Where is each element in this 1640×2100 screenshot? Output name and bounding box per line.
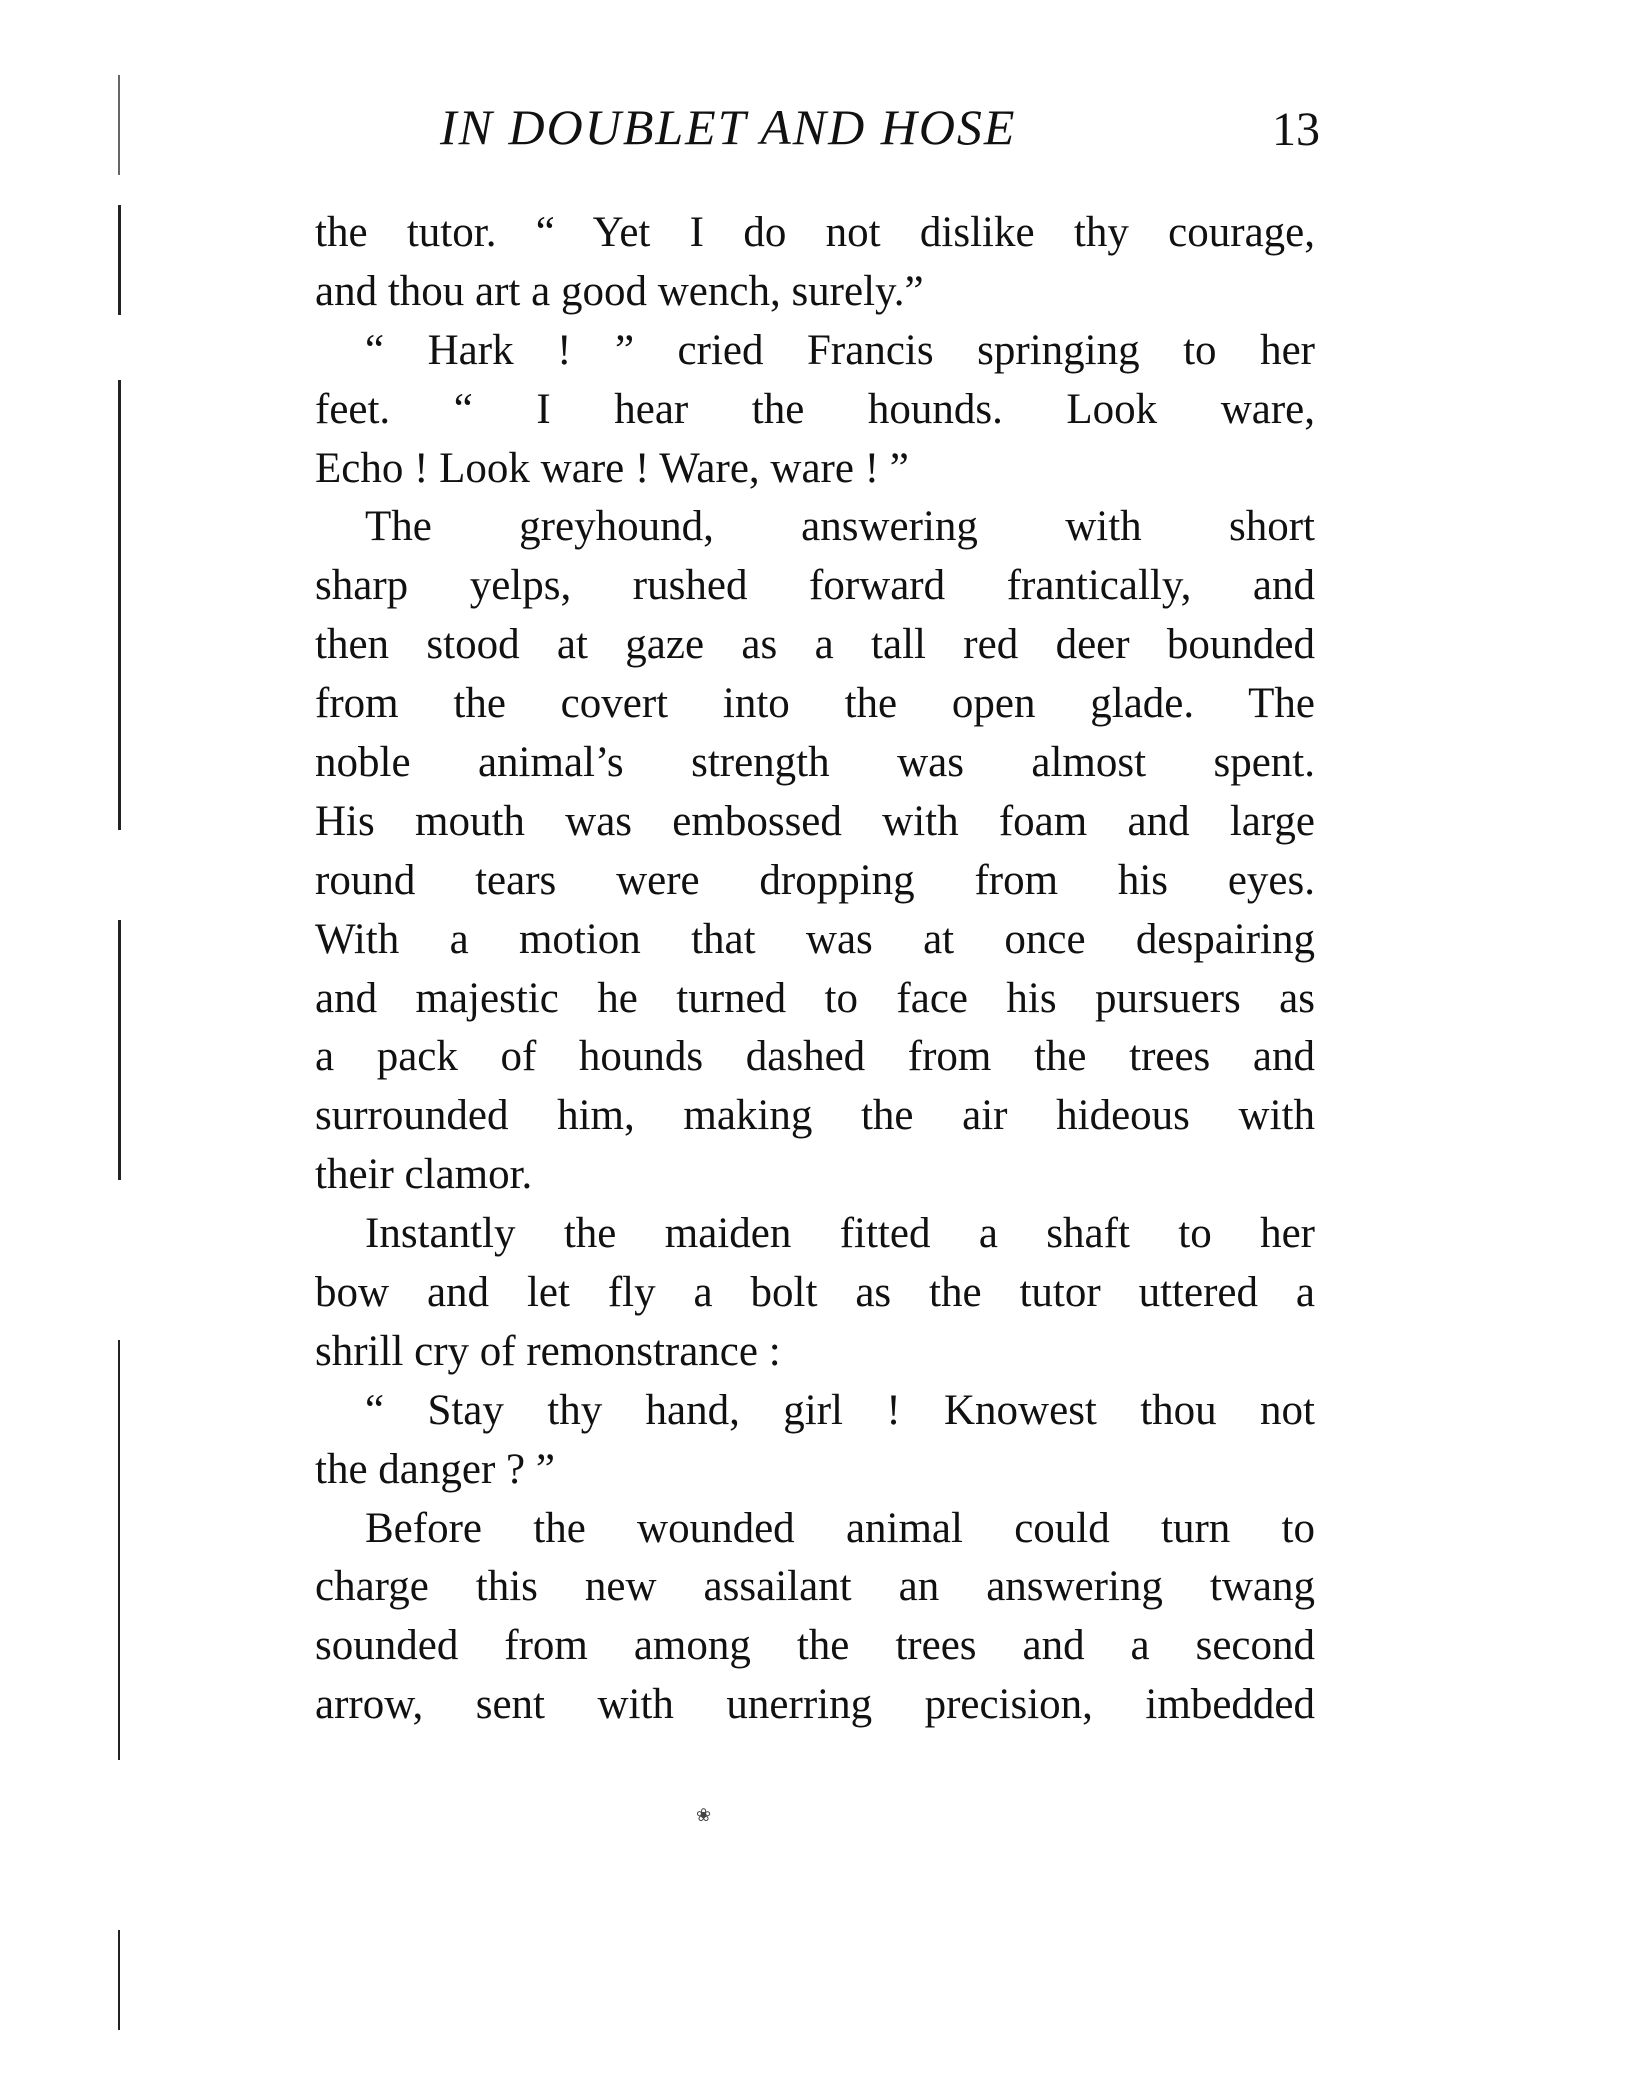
text-line: and thou art a good wench, surely.” bbox=[315, 267, 924, 315]
text-line: arrow, sent with unerring precision, imbedded bbox=[315, 1681, 1315, 1729]
text-line: the tutor. “ Yet I do not dislike thy courage, bbox=[315, 209, 1315, 256]
scan-margin-mark bbox=[118, 1930, 120, 2030]
text-line: shrill cry of remonstrance : bbox=[315, 1327, 781, 1375]
text-line: “ Hark ! ” cried Francis springing to her bbox=[365, 326, 1315, 374]
text-line: their clamor. bbox=[315, 1151, 533, 1199]
text-line: round tears were dropping from his eyes. bbox=[315, 856, 1315, 904]
scan-margin-mark bbox=[118, 75, 120, 175]
ornament-icon: ❀ bbox=[696, 1805, 712, 1825]
page-number: 13 bbox=[1272, 103, 1320, 156]
text-line: “ Stay thy hand, girl ! Knowest thou not bbox=[365, 1386, 1315, 1434]
text-line: and majestic he turned to face his pursuers as bbox=[315, 974, 1315, 1022]
scan-margin-mark bbox=[118, 1340, 120, 1760]
body-text bbox=[315, 204, 1315, 1735]
text-line: Before the wounded animal could turn to bbox=[365, 1504, 1315, 1552]
page-header bbox=[440, 98, 1320, 158]
running-title: IN DOUBLET AND HOSE bbox=[440, 99, 1017, 155]
text-line: charge this new assailant an answering twang bbox=[315, 1563, 1315, 1611]
text-line: bow and let fly a bolt as the tutor uttered a bbox=[315, 1269, 1315, 1317]
text-line: feet. “ I hear the hounds. Look ware, bbox=[315, 385, 1315, 433]
text-line: a pack of hounds dashed from the trees and bbox=[315, 1033, 1315, 1081]
text-line: With a motion that was at once despairing bbox=[315, 915, 1315, 963]
scan-margin-mark bbox=[118, 380, 121, 830]
text-line: sounded from among the trees and a second bbox=[315, 1622, 1315, 1670]
text-line: the danger ? ” bbox=[315, 1445, 555, 1493]
text-line: from the covert into the open glade. The bbox=[315, 680, 1315, 728]
text-line: His mouth was embossed with foam and large bbox=[315, 797, 1315, 845]
text-line: then stood at gaze as a tall red deer bounded bbox=[315, 621, 1315, 669]
text-line: The greyhound, answering with short bbox=[365, 503, 1315, 551]
text-line: surrounded him, making the air hideous with bbox=[315, 1092, 1315, 1140]
scan-margin-mark bbox=[118, 920, 121, 1180]
text-line: Instantly the maiden fitted a shaft to her bbox=[365, 1210, 1315, 1258]
text-line: noble animal’s strength was almost spent. bbox=[315, 739, 1315, 787]
scan-margin-mark bbox=[118, 205, 121, 315]
text-line: Echo ! Look ware ! Ware, ware ! ” bbox=[315, 444, 909, 492]
text-line: sharp yelps, rushed forward frantically, and bbox=[315, 562, 1315, 610]
